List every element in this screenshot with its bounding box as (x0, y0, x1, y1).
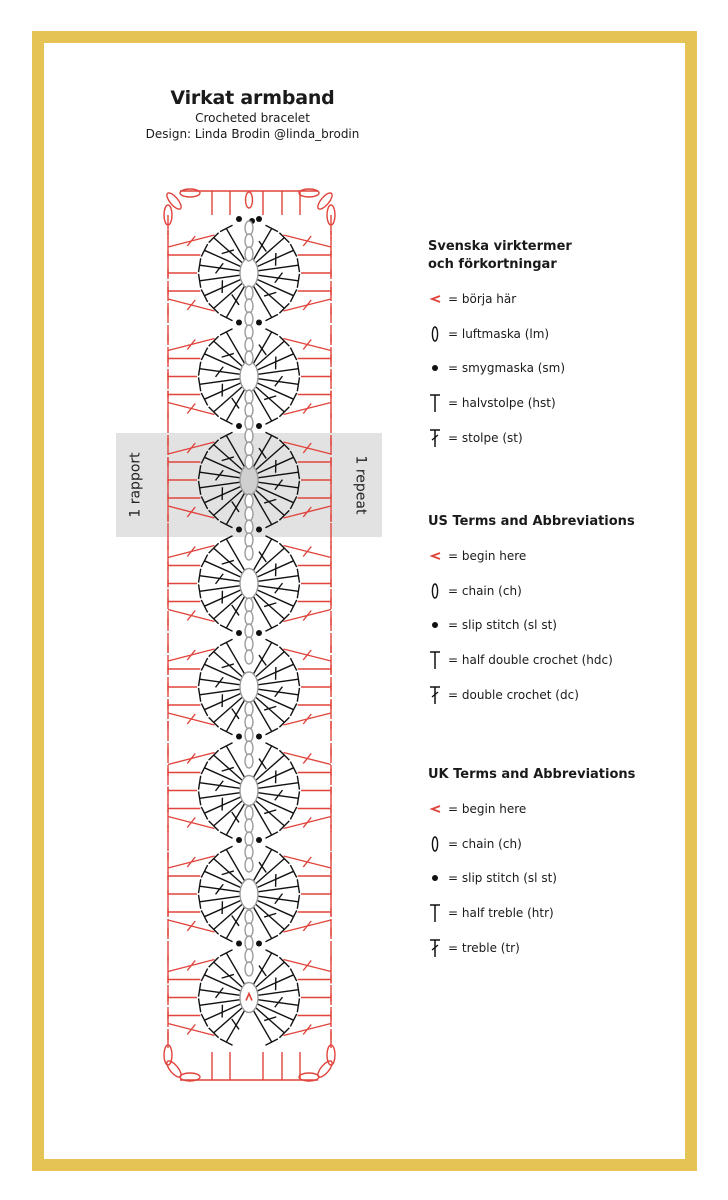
legend-item (428, 317, 698, 352)
motif-stitch (258, 576, 298, 582)
motif-stitch (200, 689, 240, 695)
dc-bar (259, 966, 266, 976)
motif-stitch (253, 332, 272, 364)
motif-stitch-top (201, 348, 207, 360)
motif-stitch (226, 953, 245, 985)
double-crochet-icon (428, 685, 444, 705)
legend-title-line: US Terms and Abbreviations (428, 514, 635, 529)
slip-stitch (256, 216, 262, 222)
chain-stitch (245, 234, 253, 248)
legend-swedish (428, 238, 698, 455)
legend-title (428, 238, 698, 274)
chain-stitch (245, 403, 253, 417)
chain-stitch (245, 845, 253, 859)
slip-stitch (256, 320, 262, 326)
legend-item-label: = half treble (htr) (448, 906, 554, 921)
motif-stitch-top (290, 865, 296, 877)
legend-item (428, 420, 698, 455)
motif-stitch (200, 586, 240, 592)
dc-bar (232, 295, 239, 305)
motif-stitch-top (265, 639, 277, 645)
motif-stitch (226, 849, 245, 881)
dc-bar (232, 1019, 239, 1029)
motif-stitch (226, 389, 245, 421)
border-chain (299, 189, 319, 197)
legend-item (428, 827, 698, 862)
legend-item-label: = smygmaska (sm) (448, 361, 566, 376)
motif-stitch-top (265, 225, 277, 231)
motif-stitch (253, 953, 272, 985)
chain-stitch (245, 923, 253, 937)
dc-bar (232, 605, 239, 615)
slip-stitch (256, 941, 262, 947)
repeat-label-english: 1 repeat (352, 455, 368, 515)
slip-stitch (236, 941, 242, 947)
motif-stitch-top (220, 743, 232, 749)
chain-stitch (245, 494, 253, 508)
chain-stitch (245, 390, 253, 404)
chain-stitch (245, 624, 253, 638)
slip-stitch-icon (428, 358, 444, 378)
legend-item-label: = börja här (448, 292, 517, 307)
center-ring (240, 362, 258, 392)
slip-stitch (236, 320, 242, 326)
chain-stitch (245, 312, 253, 326)
legend-item-label: = stolpe (st) (448, 430, 523, 445)
legend-item (428, 351, 698, 386)
double-crochet-icon (428, 428, 444, 448)
legend-item-label: = luftmaska (lm) (448, 326, 550, 341)
chain-icon (428, 581, 444, 601)
motif-stitch-top (290, 393, 296, 405)
center-ring (240, 776, 258, 806)
chain-stitch (245, 754, 253, 768)
motif-stitch (253, 849, 272, 881)
legend-item (428, 574, 698, 609)
legend-title (428, 513, 698, 531)
legend-item-label: = begin here (448, 802, 527, 817)
legend-item (428, 539, 698, 574)
dc-bar (259, 862, 266, 872)
chain-stitch (245, 910, 253, 924)
motif-stitch (253, 699, 272, 731)
legend-item-label: = begin here (448, 549, 527, 564)
center-ring (240, 672, 258, 702)
chain-stitch (245, 247, 253, 261)
dc-bar (259, 655, 266, 665)
motif-stitch (226, 285, 245, 317)
slip-stitch (256, 527, 262, 533)
pattern-title: Virkat armband (170, 87, 335, 109)
motif-stitch-top (265, 846, 277, 852)
dc-bar (259, 241, 266, 251)
legend-title-line: UK Terms and Abbreviations (428, 767, 636, 782)
motif-stitch (258, 990, 298, 996)
chain-stitch (245, 221, 253, 235)
motif-stitch-top (220, 418, 232, 424)
legend-us (428, 513, 698, 712)
chain-stitch (245, 338, 253, 352)
legend-item (428, 677, 698, 712)
motif-stitch (253, 803, 272, 835)
double-crochet-icon (428, 938, 444, 958)
motif-stitch-top (220, 314, 232, 320)
begin-here-icon (428, 546, 444, 566)
motif-stitch-top (290, 762, 296, 774)
motif-stitch-top (220, 1039, 232, 1045)
motif-stitch (200, 275, 240, 281)
begin-here-icon (428, 799, 444, 819)
motif-stitch-top (265, 728, 277, 734)
center-ring (240, 879, 258, 909)
legend-item-label: = chain (ch) (448, 583, 522, 598)
motif-stitch (226, 803, 245, 835)
motif-stitch (258, 783, 298, 789)
chain-stitch (245, 741, 253, 755)
dc-bar (259, 552, 266, 562)
motif-stitch (200, 1000, 240, 1006)
motif-stitch-top (220, 639, 232, 645)
motif-stitch (253, 1010, 272, 1042)
motif-stitch-top (201, 969, 207, 981)
motif-stitch-top (201, 600, 207, 612)
slip-stitch (236, 630, 242, 636)
chain-stitch (245, 546, 253, 560)
chain-stitch (245, 949, 253, 963)
designer-credit: Design: Linda Brodin @linda_brodin (145, 127, 360, 141)
motif-stitch (226, 332, 245, 364)
motif-stitch-top (265, 950, 277, 956)
motif-stitch (253, 906, 272, 938)
motif-stitch (226, 539, 245, 571)
legend-item-label: = chain (ch) (448, 836, 522, 851)
dc-bar (259, 759, 266, 769)
motif-stitch-top (220, 225, 232, 231)
motif-stitch (258, 679, 298, 685)
legend-item (428, 930, 698, 965)
chain-stitch (245, 702, 253, 716)
motif-stitch (253, 389, 272, 421)
dc-bar (232, 398, 239, 408)
border-chain (246, 192, 253, 208)
motif-stitch (200, 379, 240, 385)
center-chain (240, 221, 258, 1013)
motif-stitch-top (201, 865, 207, 877)
motif-stitch-top (201, 244, 207, 256)
legend-title-line: och förkortningar (428, 257, 557, 272)
motif-stitch-top (201, 762, 207, 774)
chain-stitch (245, 429, 253, 443)
motif-stitch-top (201, 658, 207, 670)
chain-icon (428, 834, 444, 854)
legend-item-label: = slip stitch (sl st) (448, 618, 557, 633)
legend-uk (428, 766, 698, 965)
motif-stitch-top (290, 969, 296, 981)
motif-stitch (226, 699, 245, 731)
legend-item-label: = treble (tr) (448, 940, 520, 955)
chain-stitch (245, 650, 253, 664)
slip-stitch (236, 527, 242, 533)
chain-stitch (245, 442, 253, 456)
chain-stitch (245, 507, 253, 521)
motif-stitch (253, 642, 272, 674)
motif-stitch-top (265, 314, 277, 320)
motif-stitch-top (290, 658, 296, 670)
legend-item (428, 896, 698, 931)
slip-stitch-icon (428, 615, 444, 635)
motif-stitch-top (290, 807, 296, 819)
border-chain (180, 189, 200, 197)
motif-stitch-top (290, 244, 296, 256)
legend-item (428, 386, 698, 421)
motif-stitch-top (201, 289, 207, 301)
motif-stitch-top (265, 832, 277, 838)
chain-stitch (245, 455, 253, 469)
motif-stitch (258, 369, 298, 375)
motif-stitch-top (201, 555, 207, 567)
motif-stitch-top (265, 935, 277, 941)
motif-stitch-top (220, 950, 232, 956)
motif-stitch-top (290, 289, 296, 301)
legend-item (428, 792, 698, 827)
motif-stitch-top (290, 555, 296, 567)
motif-stitch-top (201, 1014, 207, 1026)
pattern-subtitle: Crocheted bracelet (195, 111, 310, 125)
motif-stitch-top (265, 329, 277, 335)
chain-stitch (245, 416, 253, 430)
motif-stitch-top (290, 348, 296, 360)
slip-stitch (236, 734, 242, 740)
slip-stitch (236, 423, 242, 429)
motif-stitch-top (265, 625, 277, 631)
chain-stitch (245, 611, 253, 625)
chain-stitch (245, 286, 253, 300)
motif-stitch-top (201, 910, 207, 922)
center-ring (240, 983, 258, 1013)
motif-stitch (226, 596, 245, 628)
chain-stitch (245, 858, 253, 872)
chain-stitch (245, 351, 253, 365)
motif-stitch (253, 746, 272, 778)
motif-stitch (200, 896, 240, 902)
half-double-crochet-icon (428, 650, 444, 670)
legend-item-label: = slip stitch (sl st) (448, 871, 557, 886)
motif-stitch (226, 906, 245, 938)
half-double-crochet-icon (428, 393, 444, 413)
chain-stitch (245, 637, 253, 651)
slip-stitch (256, 734, 262, 740)
motif-stitch (258, 886, 298, 892)
chain-stitch (245, 728, 253, 742)
motif-stitch-top (220, 329, 232, 335)
slip-stitch (236, 837, 242, 843)
motif-stitch-top (220, 935, 232, 941)
motif-stitch (258, 265, 298, 271)
chain-stitch (245, 533, 253, 547)
motif-stitch-top (290, 1014, 296, 1026)
chain-stitch (245, 299, 253, 313)
center-ring (240, 569, 258, 599)
motif-stitch-top (201, 393, 207, 405)
dc-bar (232, 709, 239, 719)
motif-stitch-top (290, 600, 296, 612)
chain-stitch (245, 832, 253, 846)
motif-stitch-top (220, 832, 232, 838)
chain-stitch (245, 325, 253, 339)
chain-stitch (245, 598, 253, 612)
motif-stitch-top (290, 703, 296, 715)
motif-stitch (226, 746, 245, 778)
motif-stitch (226, 642, 245, 674)
chain-stitch (245, 806, 253, 820)
motif-stitch (200, 793, 240, 799)
motif-stitch-top (220, 728, 232, 734)
motif-stitch-top (220, 846, 232, 852)
chain-stitch (245, 715, 253, 729)
repeat-label-swedish: 1 rapport (127, 452, 144, 518)
motif-stitch (226, 1010, 245, 1042)
motif-stitch-top (201, 703, 207, 715)
chain-stitch (245, 520, 253, 534)
chain-stitch (245, 819, 253, 833)
motif-stitch (253, 539, 272, 571)
motif-stitch-top (265, 418, 277, 424)
dc-bar (232, 916, 239, 926)
motif-stitch (226, 228, 245, 260)
motif-stitch (253, 228, 272, 260)
legend-item (428, 861, 698, 896)
slip-stitch (256, 423, 262, 429)
legend-title (428, 766, 698, 784)
center-ring (240, 258, 258, 288)
dc-bar (259, 345, 266, 355)
slip-stitch-icon (428, 868, 444, 888)
slip-stitch (256, 837, 262, 843)
legend-item-label: = half double crochet (hdc) (448, 653, 613, 668)
chain-stitch (245, 962, 253, 976)
chain-stitch (245, 936, 253, 950)
legend-item-label: = double crochet (dc) (448, 687, 579, 702)
motif-stitch (253, 285, 272, 317)
motif-stitch (253, 596, 272, 628)
legend-item (428, 608, 698, 643)
motif-stitch-top (220, 625, 232, 631)
motif-stitch-top (201, 807, 207, 819)
chain-icon (428, 324, 444, 344)
motif-stitch-top (290, 910, 296, 922)
begin-here-icon (428, 289, 444, 309)
legend-item (428, 643, 698, 678)
slip-stitch (236, 216, 242, 222)
dc-bar (232, 812, 239, 822)
legend-title-line: Svenska virktermer (428, 239, 572, 254)
half-double-crochet-icon (428, 903, 444, 923)
motif-stitch-top (265, 743, 277, 749)
legend-item-label: = halvstolpe (hst) (448, 396, 556, 411)
slip-stitch (256, 630, 262, 636)
motif-stitch-top (265, 1039, 277, 1045)
legend-item (428, 282, 698, 317)
